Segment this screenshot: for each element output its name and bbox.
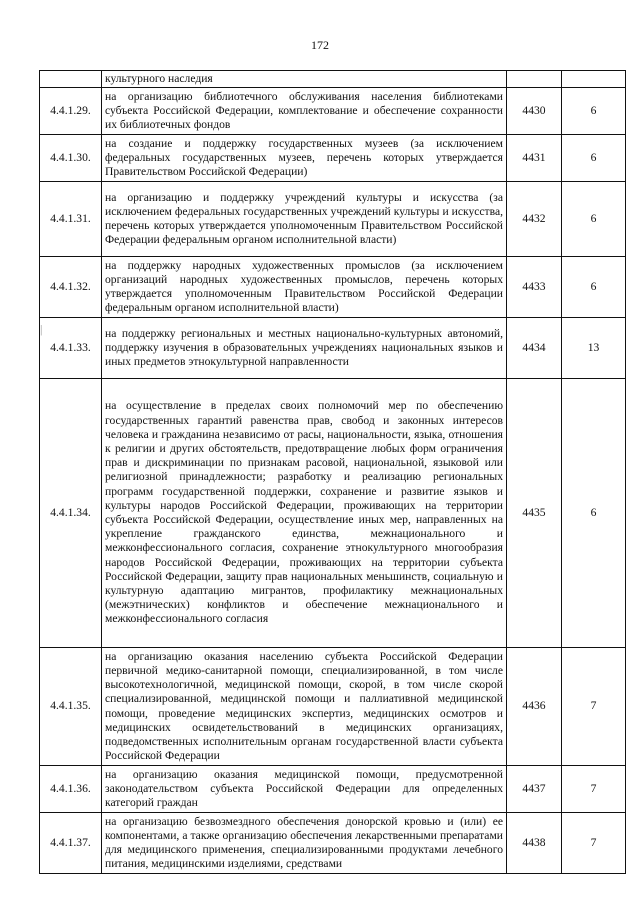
row-description: на создание и поддержку государственных музеев (за исключением федеральных государственных музеев, перечень которых утверждается Правительством Российской Федерации): [102, 135, 507, 182]
row-number: 6: [562, 379, 626, 648]
row-number: 7: [562, 813, 626, 874]
row-description: на осуществление в пределах своих полномочий мер по обеспечению государственных гарантий равенства прав, свобод и законных интересов человека и гражданина независимо от расы, национальности, языка, отношения к религии и других обстоятельств, предотвращение любых форм ограничения прав и дискриминации по признакам расовой, национальной, языковой или религиозной принадлежности; разработку и реализацию региональных программ государственной поддержки, сохранение и развитие языков и культуры народов Российской Федерации, проживающих на территории субъекта Российской Федерации, осуществление иных мер, направленных на укрепление гражданского единства, межнационального и межконфессионального согласия, сохранение этнокультурного многообразия народов Российской Федерации, проживающих на территории субъекта Российской Федерации, защиту прав национальных меньшинств, социальную и культурную адаптацию мигрантов, профилактику межнациональных (межэтнических) конфликтов и обеспечение межнационального и межконфессионального согласия: [102, 379, 507, 648]
row-description: на организацию библиотечного обслуживания населения библиотеками субъекта Российской Федерации, комплектование и обеспечение сохранности их библиотечных фондов: [102, 88, 507, 135]
row-kbk-code: 4437: [507, 766, 562, 813]
row-number: 6: [562, 182, 626, 257]
row-description: на поддержку региональных и местных национально-культурных автономий, поддержку изучения в образовательных учреждениях национальных языков и иных предметов этнокультурной направленности: [102, 318, 507, 379]
table-row: [40, 182, 626, 257]
row-description: на организацию безвозмездного обеспечения донорской кровью и (или) ее компонентами, а также организацию обеспечения лекарственными препаратами для медицинского применения, специализированными продуктами лечебного питания, медицинскими изделиями, средствами: [102, 813, 507, 874]
row-code: 4.4.1.31.: [40, 182, 102, 257]
page-number: 172: [311, 38, 329, 52]
table-row: [40, 318, 626, 379]
row-kbk-code: 4435: [507, 379, 562, 648]
row-code: 4.4.1.29.: [40, 88, 102, 135]
row-code: 4.4.1.36.: [40, 766, 102, 813]
row-kbk-code: 4430: [507, 88, 562, 135]
row-description: на организацию оказания населению субъекта Российской Федерации первичной медико-санитарной помощи, специализированной, в том числе высокотехнологичной, медицинской помощи, скорой, в том числе скорой специализированной, медицинской помощи и паллиативной медицинской помощи, проведение медицинских экспертиз, медицинских осмотров и медицинских освидетельствований в медицинских организациях, подведомственных исполнительным органам государственной власти субъекта Российской Федерации: [102, 648, 507, 766]
table-row: [40, 648, 626, 766]
row-number: 7: [562, 648, 626, 766]
row-number: [562, 71, 626, 88]
row-code: 4.4.1.35.: [40, 648, 102, 766]
table-row: [40, 135, 626, 182]
row-number: 6: [562, 135, 626, 182]
row-code: [40, 71, 102, 88]
scan-artifact-mark: |: [40, 322, 43, 336]
row-kbk-code: [507, 71, 562, 88]
row-number: 13: [562, 318, 626, 379]
row-kbk-code: 4436: [507, 648, 562, 766]
row-description: на поддержку народных художественных промыслов (за исключением организаций народных художественных промыслов, перечень которых утверждается уполномоченным Правительством Российской Федерации федеральным органом исполнительной власти): [102, 257, 507, 318]
row-code: 4.4.1.32.: [40, 257, 102, 318]
row-description: культурного наследия: [102, 71, 507, 88]
table-row: [40, 766, 626, 813]
row-kbk-code: 4434: [507, 318, 562, 379]
row-kbk-code: 4431: [507, 135, 562, 182]
table-row: [40, 813, 626, 874]
row-number: 6: [562, 88, 626, 135]
table-row: [40, 257, 626, 318]
table-row: [40, 71, 626, 88]
row-kbk-code: 4433: [507, 257, 562, 318]
row-kbk-code: 4432: [507, 182, 562, 257]
row-code: 4.4.1.30.: [40, 135, 102, 182]
row-number: 7: [562, 766, 626, 813]
row-code: 4.4.1.37.: [40, 813, 102, 874]
row-description: на организацию и поддержку учреждений культуры и искусства (за исключением федеральных государственных учреждений культуры и искусства, перечень которых утверждается уполномоченным Правительством Российской Федерации федеральным органом исполнительной власти): [102, 182, 507, 257]
row-code: 4.4.1.33.: [40, 318, 102, 379]
table-row: [40, 88, 626, 135]
table-row: [40, 379, 626, 648]
row-code: 4.4.1.34.: [40, 379, 102, 648]
row-kbk-code: 4438: [507, 813, 562, 874]
registry-table: [39, 70, 626, 874]
row-number: 6: [562, 257, 626, 318]
row-description: на организацию оказания медицинской помощи, предусмотренной законодательством субъекта Российской Федерации для определенных категорий граждан: [102, 766, 507, 813]
